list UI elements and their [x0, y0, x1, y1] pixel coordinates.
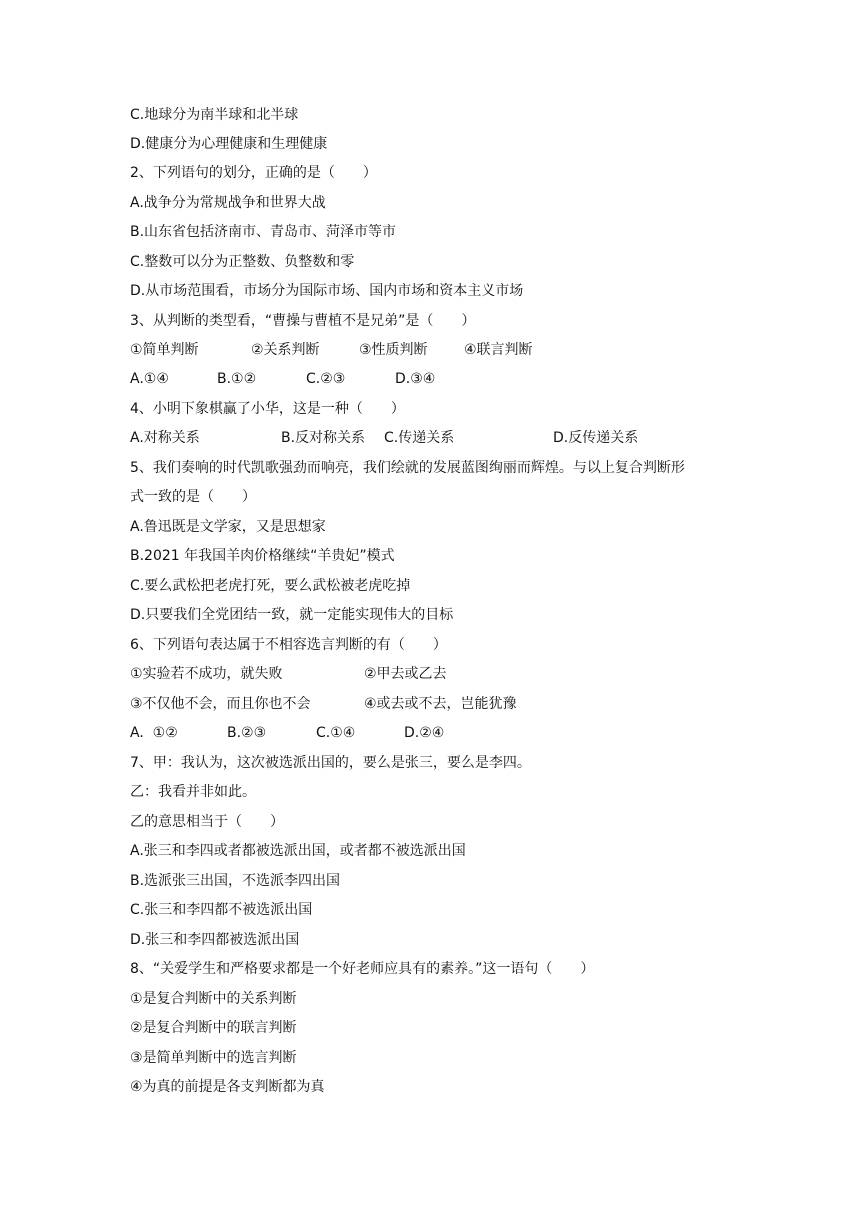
q7-stem: 7、甲：我认为，这次被选派出国的，要么是张三，要么是李四。 [130, 755, 531, 771]
q6-statement: ④或去或不去，岂能犹豫 [364, 696, 517, 712]
q8-stem: 8、“关爱学生和严格要求都是一个好老师应具有的素养。”这一语句（ ） [130, 961, 595, 977]
q7-option-d: D.张三和李四都被选派出国 [130, 932, 300, 948]
q7-option-a: A.张三和李四或者都被选派出国，或者都不被选派出国 [130, 843, 466, 859]
q5-stem-cont: 式一致的是（ ） [130, 489, 256, 505]
q3-statement: ④联言判断 [464, 342, 533, 358]
q7-reply: 乙：我看并非如此。 [130, 784, 256, 800]
q2-stem: 2、下列语句的划分，正确的是（ ） [130, 165, 377, 181]
q7-question: 乙的意思相当于（ ） [130, 814, 284, 830]
q4-answer: D.反传递关系 [553, 430, 639, 446]
q2-option-a: A.战争分为常规战争和世界大战 [130, 195, 326, 211]
q5-option-b: B.2021 年我国羊肉价格继续“羊贵妃”模式 [130, 548, 395, 564]
q1-option-d: D.健康分为心理健康和生理健康 [130, 136, 328, 152]
q3-statement: ①简单判断 [130, 342, 199, 358]
q2-option-b: B.山东省包括济南市、青岛市、菏泽市等市 [130, 224, 397, 240]
q6-statement: ③不仅他不会，而且你也不会 [130, 696, 311, 712]
q3-statement: ③性质判断 [359, 342, 428, 358]
q3-statement: ②关系判断 [251, 342, 320, 358]
q5-stem: 5、我们奏响的时代凯歌强劲而响亮，我们绘就的发展蓝图绚丽而辉煌。与以上复合判断形 [130, 460, 685, 476]
q6-answer: A. ①② [130, 725, 178, 741]
q3-stem: 3、从判断的类型看，“曹操与曹植不是兄弟”是（ ） [130, 313, 476, 329]
q7-option-c: C.张三和李四都不被选派出国 [130, 902, 313, 918]
q6-statement: ②甲去或乙去 [364, 666, 447, 682]
q8-statement-2: ②是复合判断中的联言判断 [130, 1020, 297, 1036]
q3-answer: D.③④ [395, 371, 436, 387]
q6-answer: C.①④ [316, 725, 356, 741]
q5-option-c: C.要么武松把老虎打死，要么武松被老虎吃掉 [130, 578, 411, 594]
q2-option-c: C.整数可以分为正整数、负整数和零 [130, 254, 355, 270]
q6-stem: 6、下列语句表达属于不相容选言判断的有（ ） [130, 637, 447, 653]
q3-answer: A.①④ [130, 371, 169, 387]
q4-answer: B.反对称关系 [281, 430, 366, 446]
q1-option-c: C.地球分为南半球和北半球 [130, 107, 299, 123]
q5-option-d: D.只要我们全党团结一致，就一定能实现伟大的目标 [130, 607, 454, 623]
q6-answer: D.②④ [404, 725, 445, 741]
q6-statement: ①实验若不成功，就失败 [130, 666, 283, 682]
q4-stem: 4、小明下象棋赢了小华，这是一种（ ） [130, 401, 405, 417]
q4-answer: C.传递关系 [384, 430, 455, 446]
q8-statement-4: ④为真的前提是各支判断都为真 [130, 1079, 325, 1095]
q5-option-a: A.鲁迅既是文学家，又是思想家 [130, 519, 326, 535]
q2-option-d: D.从市场范围看，市场分为国际市场、国内市场和资本主义市场 [130, 283, 524, 299]
q8-statement-3: ③是简单判断中的选言判断 [130, 1050, 297, 1066]
q4-answer: A.对称关系 [130, 430, 200, 446]
q8-statement-1: ①是复合判断中的关系判断 [130, 991, 297, 1007]
q7-option-b: B.选派张三出国，不选派李四出国 [130, 873, 341, 889]
q3-answer: C.②③ [306, 371, 346, 387]
q6-answer: B.②③ [227, 725, 267, 741]
q3-answer: B.①② [217, 371, 257, 387]
